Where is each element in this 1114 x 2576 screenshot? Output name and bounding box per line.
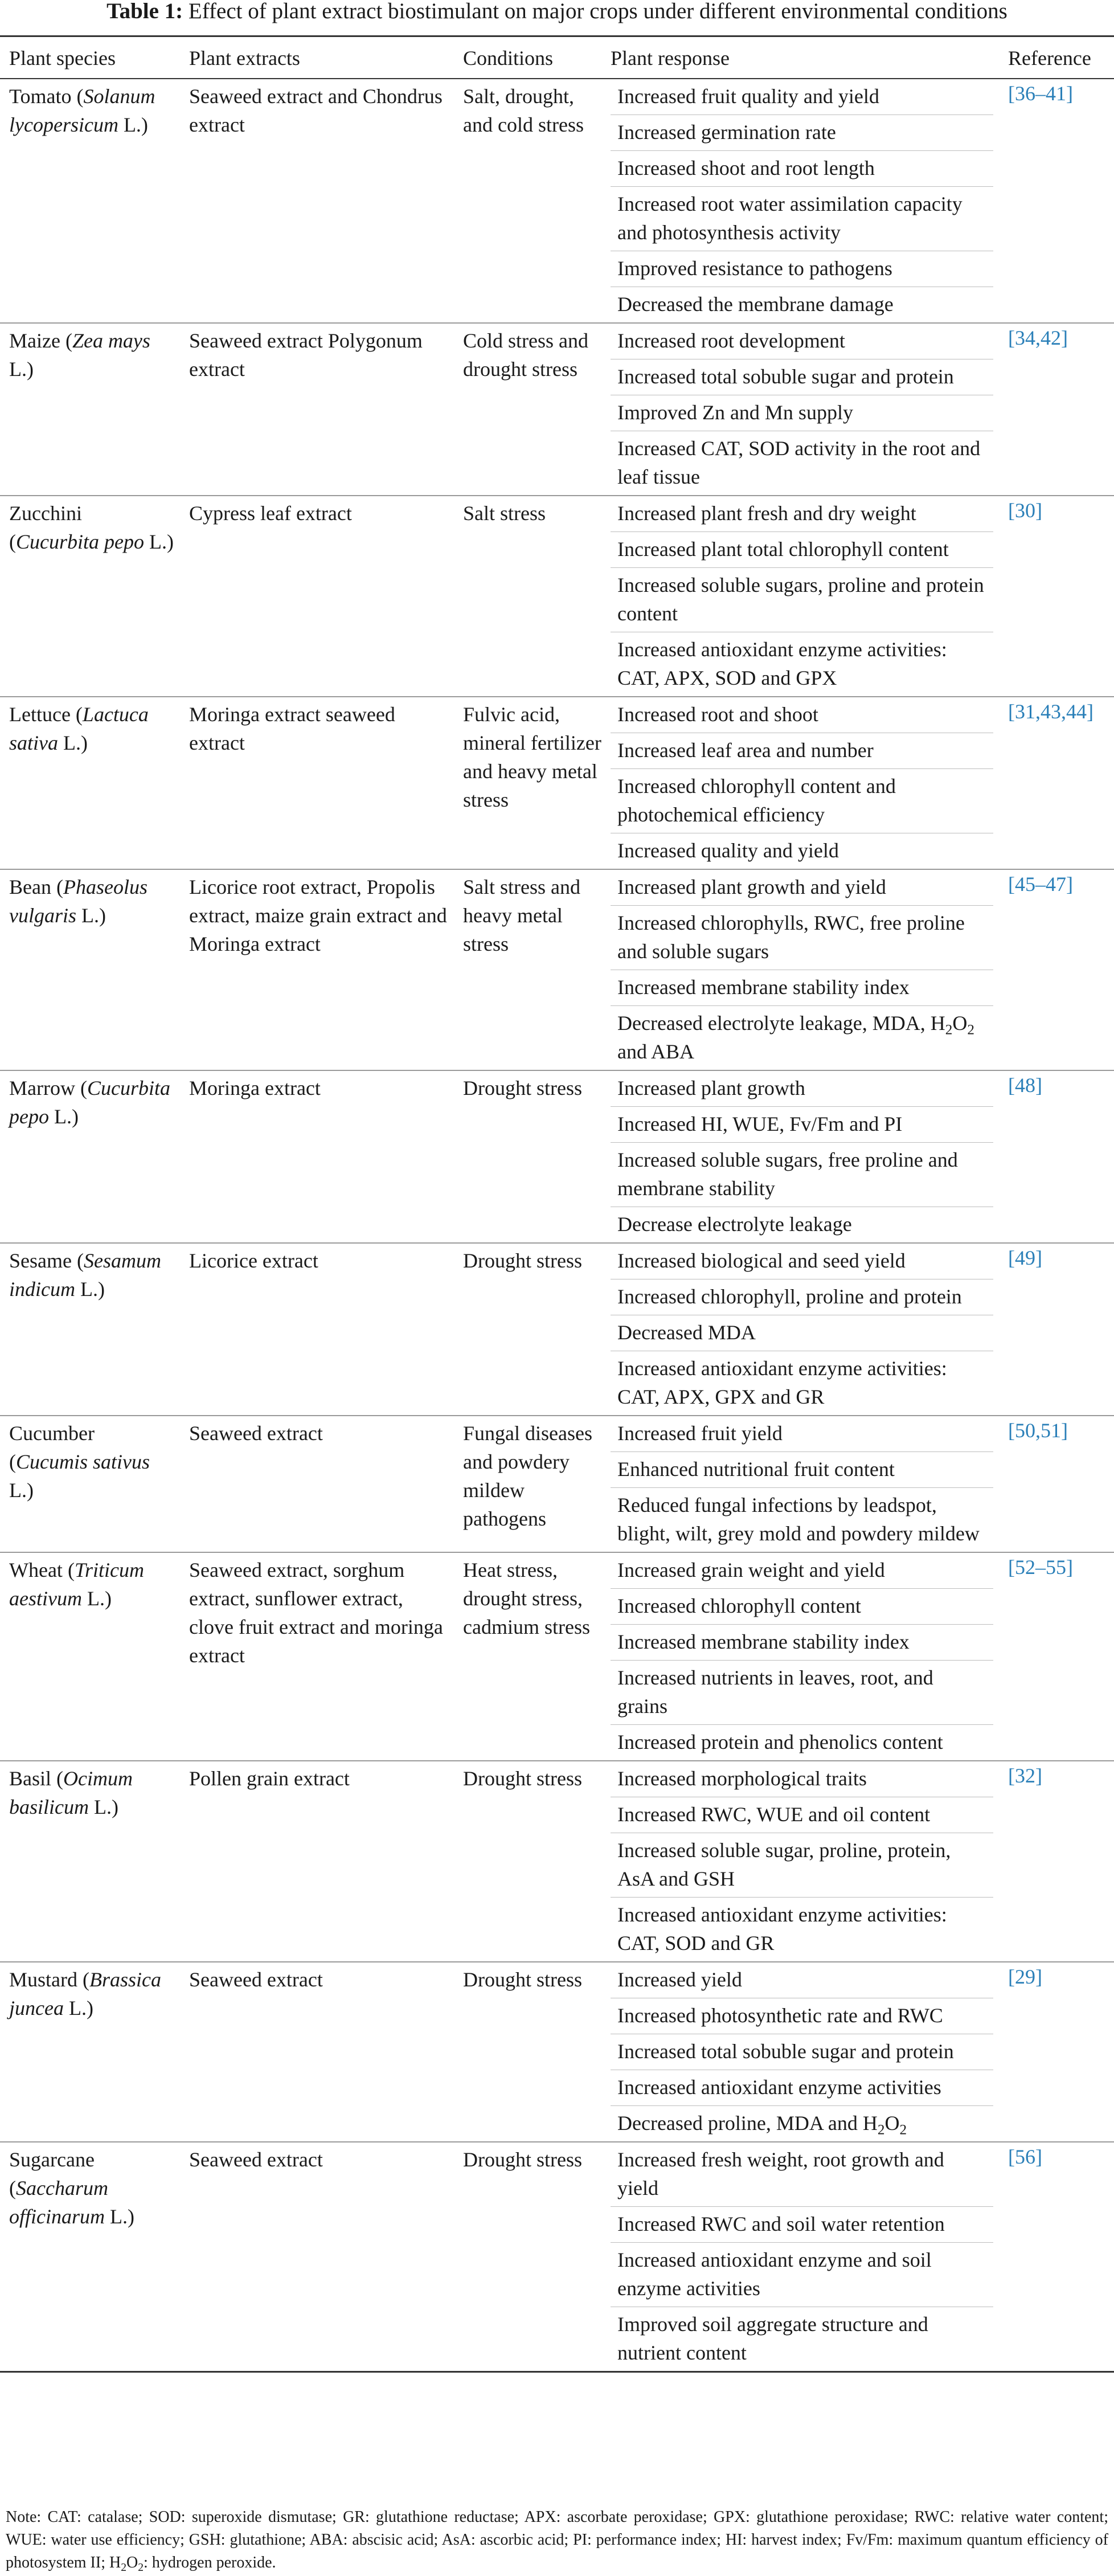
- plant-species-cell: Bean (Phaseolus vulgaris L.): [0, 869, 180, 1070]
- plant-response-item: Decreased the membrane damage: [617, 293, 894, 316]
- plant-response-item: Increased CAT, SOD activity in the root and leaf tissue: [617, 437, 981, 488]
- table-row: [0, 1243, 1114, 1416]
- conditions-cell: Drought stress: [454, 2142, 611, 2372]
- table-note: Note: CAT: catalase; SOD: superoxide dismutase; GR: glutathione reductase; APX: ascorbate peroxidase; GPX: glutathione peroxidase; RWC: relative water content; WUE: water use efficiency; GSH: glutathione; ABA: abscisic acid; AsA: ascorbic acid; PI: performance index; HI: harvest index; Fv/Fm: maximum quantum efficiency of photosystem II; $H_2O_2$: hydrogen peroxide.: [6, 2508, 1108, 2574]
- table-row: [0, 697, 1114, 869]
- header-row: [0, 36, 1114, 79]
- header-plant-extracts: Plant extracts: [180, 36, 454, 79]
- table-row: [0, 869, 1114, 1070]
- plant-response-item: Increased RWC, WUE and oil content: [611, 1797, 993, 1833]
- plant-response-item: Increased soluble sugars, free proline and membrane stability: [611, 1143, 993, 1207]
- plant-response-list: [611, 79, 993, 322]
- header-plant-species: Plant species: [0, 36, 180, 79]
- plant-response-item: Decreased electrolyte leakage, MDA, $H_2O_2$ and ABA: [617, 1012, 974, 1063]
- table-row: [0, 496, 1114, 697]
- plant-response-item: Increased germination rate: [611, 115, 993, 151]
- reference-cell: [999, 1552, 1114, 1761]
- plant-extracts-cell: Moringa extract seaweed extract: [180, 697, 454, 869]
- reference-cell: [999, 1962, 1114, 2142]
- plant-species-cell: Zucchini (Cucurbita pepo L.): [0, 496, 180, 697]
- plant-response-item: Increased plant growth and yield: [611, 870, 993, 906]
- plant-response-list: [611, 870, 993, 1070]
- reference-link[interactable]: [48]: [1008, 1074, 1042, 1097]
- plant-extracts-cell: Seaweed extract and Chondrus extract: [180, 79, 454, 323]
- plant-response-cell: [611, 1962, 999, 2142]
- conditions-cell: Salt, drought, and cold stress: [454, 79, 611, 323]
- plant-species-cell: Basil (Ocimum basilicum L.): [0, 1761, 180, 1962]
- reference-cell: [999, 2142, 1114, 2372]
- plant-extracts-cell: Licorice root extract, Propolis extract, maize grain extract and Moringa extract: [180, 869, 454, 1070]
- conditions-cell: Fulvic acid, mineral fertilizer and heavy metal stress: [454, 697, 611, 869]
- plant-response-item: Decrease electrolyte leakage: [617, 1213, 852, 1236]
- reference-link[interactable]: [34,42]: [1008, 326, 1068, 349]
- plant-extracts-cell: Seaweed extract: [180, 2142, 454, 2372]
- plant-response-item: Increased quality and yield: [617, 839, 839, 862]
- reference-cell: [999, 323, 1114, 496]
- plant-response-item: Improved soil aggregate structure and nutrient content: [617, 2313, 928, 2364]
- plant-species-cell: Cucumber (Cucumis sativus L.): [0, 1416, 180, 1552]
- caption-label: Table 1:: [107, 0, 183, 23]
- plant-response-list: [611, 1761, 993, 1961]
- plant-response-item: Increased plant fresh and dry weight: [611, 496, 993, 532]
- plant-response-item: Increased root development: [611, 324, 993, 359]
- table-row: [0, 1962, 1114, 2142]
- plant-response-item: Decreased MDA: [611, 1315, 993, 1351]
- plant-extracts-cell: Pollen grain extract: [180, 1761, 454, 1962]
- plant-response-item: Increased shoot and root length: [611, 151, 993, 187]
- plant-extracts-cell: Seaweed extract: [180, 1962, 454, 2142]
- header-reference: Reference: [999, 36, 1114, 79]
- table-row: [0, 79, 1114, 323]
- reference-cell: [999, 1070, 1114, 1243]
- plant-response-item: Increased root water assimilation capacity and photosynthesis activity: [611, 187, 993, 251]
- plant-response-item: Increased biological and seed yield: [611, 1244, 993, 1279]
- plant-response-item: Increased yield: [611, 1962, 993, 1998]
- reference-link[interactable]: [32]: [1008, 1764, 1042, 1787]
- reference-link[interactable]: [36–41]: [1008, 82, 1073, 105]
- plant-response-cell: [611, 323, 999, 496]
- plant-species-cell: Mustard (Brassica juncea L.): [0, 1962, 180, 2142]
- plant-response-item: Increased photosynthetic rate and RWC: [611, 1998, 993, 2034]
- conditions-cell: Salt stress: [454, 496, 611, 697]
- plant-response-list: [611, 2142, 993, 2371]
- plant-response-item: Increased plant total chlorophyll content: [611, 532, 993, 568]
- plant-response-cell: [611, 697, 999, 869]
- reference-link[interactable]: [56]: [1008, 2145, 1042, 2168]
- table-body: [0, 79, 1114, 2372]
- plant-response-list: [611, 1071, 993, 1242]
- plant-response-list: [611, 324, 993, 495]
- plant-response-item: Increased RWC and soil water retention: [611, 2207, 993, 2243]
- plant-response-item: Increased HI, WUE, Fv/Fm and PI: [611, 1107, 993, 1143]
- plant-response-item: Increased plant growth: [611, 1071, 993, 1107]
- plant-response-list: [611, 1962, 993, 2141]
- table-row: [0, 1070, 1114, 1243]
- plant-response-item: Increased chlorophyll, proline and protein: [611, 1279, 993, 1315]
- header-conditions: Conditions: [454, 36, 611, 79]
- plant-species-cell: Tomato (Solanum lycopersicum L.): [0, 79, 180, 323]
- conditions-cell: Drought stress: [454, 1761, 611, 1962]
- plant-response-item: Enhanced nutritional fruit content: [611, 1452, 993, 1488]
- plant-response-list: [611, 1553, 993, 1760]
- plant-response-cell: [611, 79, 999, 323]
- plant-species-cell: Sesame (Sesamum indicum L.): [0, 1243, 180, 1416]
- plant-response-cell: [611, 1070, 999, 1243]
- plant-response-item: Increased chlorophylls, RWC, free proline and soluble sugars: [611, 906, 993, 970]
- plant-extracts-cell: Seaweed extract: [180, 1416, 454, 1552]
- table-row: [0, 2142, 1114, 2372]
- plant-response-item: Increased total sobuble sugar and protein: [611, 2034, 993, 2070]
- header-plant-response: Plant response: [611, 36, 999, 79]
- reference-link[interactable]: [29]: [1008, 1965, 1042, 1988]
- plant-response-cell: [611, 1552, 999, 1761]
- plant-response-cell: [611, 496, 999, 697]
- table-caption: [0, 0, 1114, 30]
- plant-species-cell: Wheat (Triticum aestivum L.): [0, 1552, 180, 1761]
- plant-response-item: Increased nutrients in leaves, root, and grains: [611, 1661, 993, 1725]
- plant-response-item: Increased antioxidant enzyme activities: CAT, APX, GPX and GR: [617, 1357, 947, 1408]
- plant-extracts-cell: Cypress leaf extract: [180, 496, 454, 697]
- conditions-cell: Fungal diseases and powdery mildew pathogens: [454, 1416, 611, 1552]
- reference-link[interactable]: [49]: [1008, 1246, 1042, 1269]
- plant-extracts-cell: Licorice extract: [180, 1243, 454, 1416]
- reference-link[interactable]: [45–47]: [1008, 873, 1073, 896]
- plant-species-cell: Lettuce (Lactuca sativa L.): [0, 697, 180, 869]
- biostimulant-table: [0, 35, 1114, 2373]
- reference-cell: [999, 1761, 1114, 1962]
- plant-response-item: Increased root and shoot: [611, 697, 993, 733]
- plant-response-cell: [611, 1243, 999, 1416]
- plant-response-cell: [611, 2142, 999, 2372]
- plant-extracts-cell: Seaweed extract, sorghum extract, sunflower extract, clove fruit extract and moringa extract: [180, 1552, 454, 1761]
- plant-species-cell: Maize (Zea mays L.): [0, 323, 180, 496]
- conditions-cell: Drought stress: [454, 1962, 611, 2142]
- table-row: [0, 1552, 1114, 1761]
- plant-response-item: Increased protein and phenolics content: [617, 1731, 943, 1753]
- reference-link[interactable]: [50,51]: [1008, 1419, 1068, 1442]
- plant-response-item: Reduced fungal infections by leadspot, blight, wilt, grey mold and powdery mildew: [617, 1494, 980, 1545]
- plant-response-item: Increased antioxidant enzyme activities: CAT, SOD and GR: [617, 1903, 947, 1955]
- plant-response-item: Improved Zn and Mn supply: [611, 395, 993, 431]
- reference-cell: [999, 496, 1114, 697]
- plant-response-item: Increased chlorophyll content: [611, 1589, 993, 1625]
- plant-response-item: Improved resistance to pathogens: [611, 251, 993, 287]
- plant-response-cell: [611, 1761, 999, 1962]
- plant-response-item: Increased chlorophyll content and photochemical efficiency: [611, 769, 993, 833]
- plant-extracts-cell: Moringa extract: [180, 1070, 454, 1243]
- table-row: [0, 1416, 1114, 1552]
- conditions-cell: Drought stress: [454, 1243, 611, 1416]
- table-row: [0, 1761, 1114, 1962]
- plant-response-item: Increased membrane stability index: [611, 970, 993, 1006]
- reference-link[interactable]: [30]: [1008, 499, 1042, 522]
- reference-cell: [999, 79, 1114, 323]
- plant-response-item: Increased morphological traits: [611, 1761, 993, 1797]
- reference-link[interactable]: [31,43,44]: [1008, 700, 1093, 723]
- reference-cell: [999, 869, 1114, 1070]
- plant-response-item: Increased grain weight and yield: [611, 1553, 993, 1589]
- plant-response-item: Increased fruit yield: [611, 1416, 993, 1452]
- plant-extracts-cell: Seaweed extract Polygonum extract: [180, 323, 454, 496]
- plant-response-list: [611, 1244, 993, 1415]
- plant-response-list: [611, 697, 993, 869]
- plant-response-item: Increased soluble sugar, proline, protein, AsA and GSH: [611, 1833, 993, 1898]
- plant-response-item: Increased antioxidant enzyme activities: CAT, APX, SOD and GPX: [617, 638, 947, 689]
- reference-cell: [999, 697, 1114, 869]
- reference-cell: [999, 1416, 1114, 1552]
- plant-response-item: Increased fruit quality and yield: [611, 79, 993, 115]
- plant-response-item: Increased soluble sugars, proline and protein content: [611, 568, 993, 632]
- plant-response-item: Increased fresh weight, root growth and yield: [611, 2142, 993, 2207]
- reference-cell: [999, 1243, 1114, 1416]
- plant-response-item: Increased total sobuble sugar and protein: [611, 359, 993, 395]
- conditions-cell: Drought stress: [454, 1070, 611, 1243]
- plant-response-list: [611, 496, 993, 696]
- table-row: [0, 323, 1114, 496]
- plant-response-list: [611, 1416, 993, 1552]
- conditions-cell: Salt stress and heavy metal stress: [454, 869, 611, 1070]
- plant-species-cell: Sugarcane (Saccharum officinarum L.): [0, 2142, 180, 2372]
- plant-response-item: Increased membrane stability index: [611, 1625, 993, 1661]
- plant-response-item: Decreased proline, MDA and $H_2O_2$: [617, 2112, 907, 2138]
- plant-response-item: Increased antioxidant enzyme activities: [611, 2070, 993, 2106]
- plant-response-item: Increased antioxidant enzyme and soil enzyme activities: [611, 2243, 993, 2307]
- caption-title: Effect of plant extract biostimulant on major crops under different environmental conditions: [188, 0, 1007, 23]
- plant-response-cell: [611, 869, 999, 1070]
- conditions-cell: Heat stress, drought stress, cadmium stress: [454, 1552, 611, 1761]
- conditions-cell: Cold stress and drought stress: [454, 323, 611, 496]
- plant-species-cell: Marrow (Cucurbita pepo L.): [0, 1070, 180, 1243]
- reference-link[interactable]: [52–55]: [1008, 1556, 1073, 1579]
- plant-response-item: Increased leaf area and number: [611, 733, 993, 769]
- plant-response-cell: [611, 1416, 999, 1552]
